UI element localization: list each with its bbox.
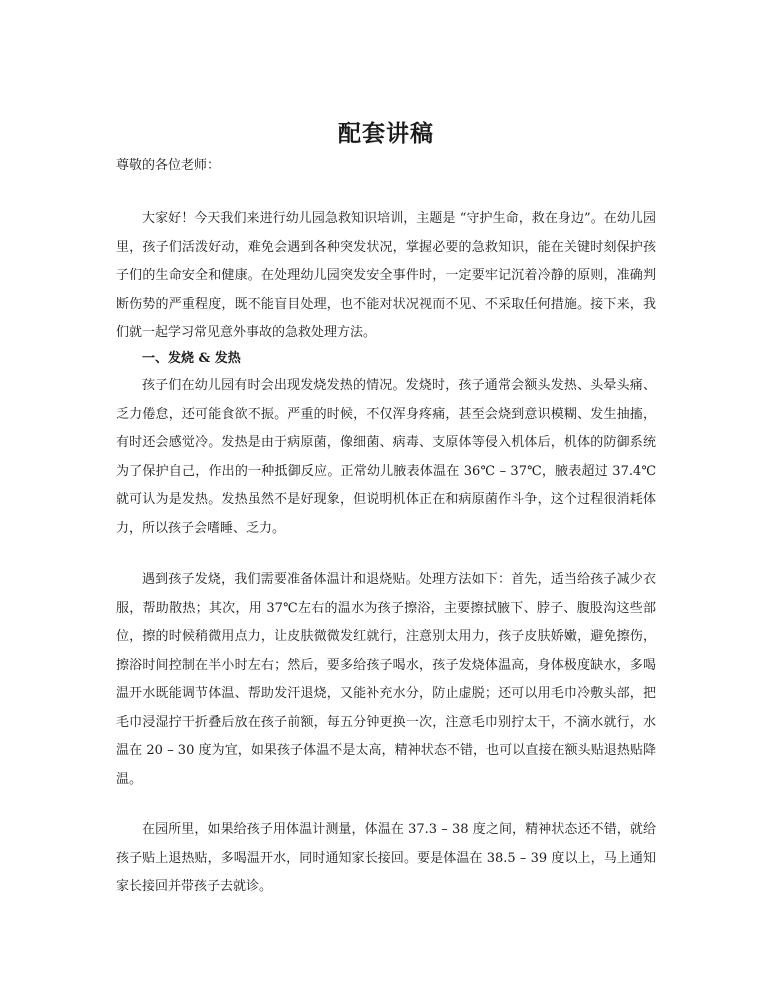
fever-treatment-paragraph: 遇到孩子发烧，我们需要准备体温计和退烧贴。处理方法如下：首先，适当给孩子减少衣服，帮助散热；其次，用 37℃左右的温水为孩子擦浴，主要擦拭腋下、脖子、腹股沟这些部位，擦的时候稍微用点力，让皮肤微微发红就行，注意别太用力，孩子皮肤娇嫩，避免擦伤，擦浴时间控制在半小时左右；然后，要多给孩子喝水，孩子发烧体温高，身体极度缺水，多喝温开水既能调节体温、帮助发汗退烧，又能补充水分，防止虚脱；还可以用毛巾冷敷头部，把毛巾浸湿拧干折叠后放在孩子前额，每五分钟更换一次，注意毛巾别拧太干，不滴水就行，水温在 20 – 30 度为宜，如果孩子体温不是太高，精神状态不错，也可以直接在额头贴退热贴降温。	[116, 572, 656, 787]
intro-paragraph: 大家好！今天我们来进行幼儿园急救知识培训，主题是 “守护生命，救在身边”。在幼儿园里，孩子们活泼好动，难免会遇到各种突发状况，掌握必要的急救知识，能在关键时刻保护孩子们的生命安全和健康。在处理幼儿园突发安全事件时，一定要牢记沉着冷静的原则，准确判断伤势的严重程度，既不能盲目处理，也不能对状况视而不见、不采取任何措施。接下来，我们就一起学习常见意外事故的急救处理方法。	[116, 211, 656, 340]
document-title: 配套讲稿	[338, 120, 434, 147]
greeting-line: 尊敬的各位老师：	[116, 158, 221, 173]
fever-description-paragraph: 孩子们在幼儿园有时会出现发烧发热的情况。发烧时，孩子通常会额头发热、头晕头痛、乏力倦怠，还可能食欲不振。严重的时候，不仅浑身疼痛，甚至会烧到意识模糊、发生抽搐，有时还会感觉冷。发热是由于病原菌，像细菌、病毒、支原体等侵入机体后，机体的防御系统为了保护自己，作出的一种抵御反应。正常幼儿腋表体温在 36℃ – 37℃，腋表超过 37.4℃就可认为是发热。发热虽然不是好现象，但说明机体正在和病原菌作斗争，这个过程很消耗体力，所以孩子会嗜睡、乏力。	[116, 378, 656, 536]
section-heading: 一、发烧 & 发热	[142, 351, 241, 366]
kindergarten-procedure-paragraph: 在园所里，如果给孩子用体温计测量，体温在 37.3 – 38 度之间，精神状态还不错，就给孩子贴上退热贴，多喝温开水，同时通知家长接回。要是体温在 38.5 – 39 度以上，马上通知家长接回并带孩子去就诊。	[116, 822, 656, 894]
